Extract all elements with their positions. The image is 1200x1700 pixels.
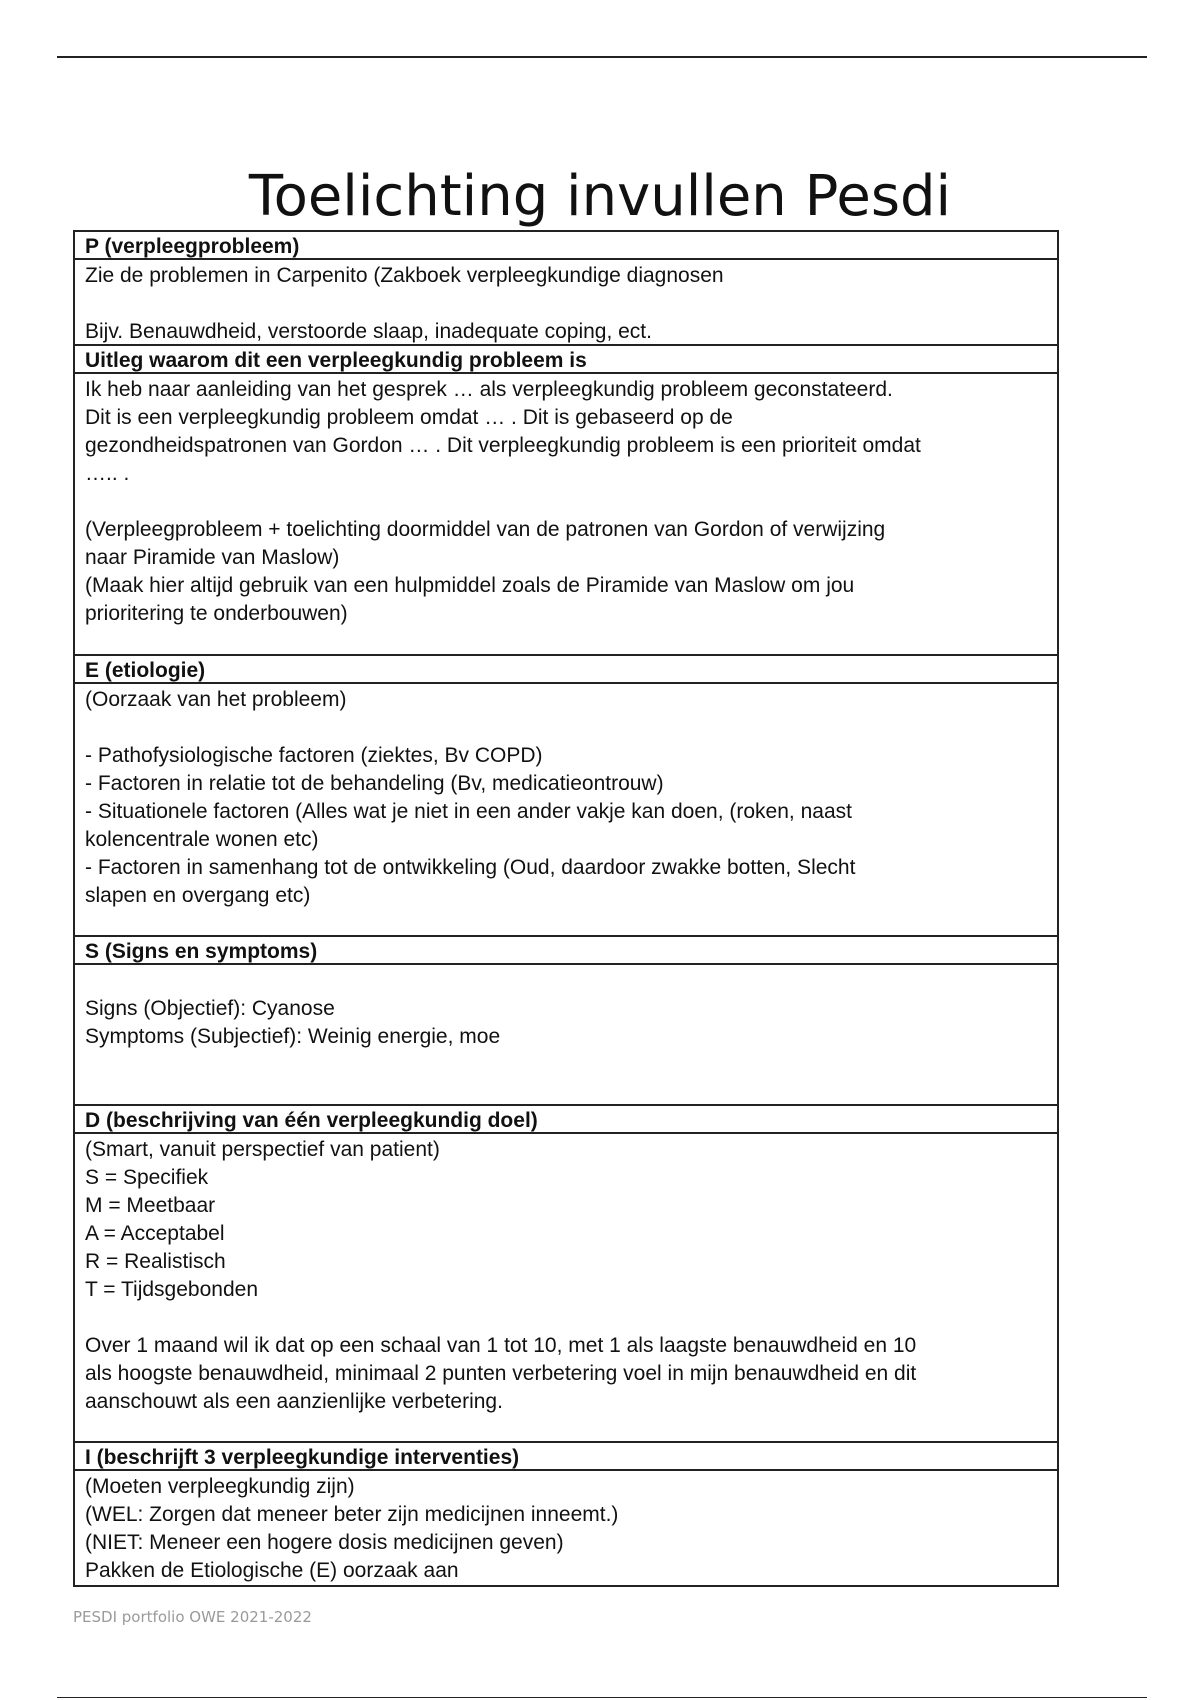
text-line: - Factoren in relatie tot de behandeling (Bv, medicatieontrouw)	[85, 772, 664, 795]
top-rule	[57, 56, 1147, 58]
bottom-rule	[57, 1697, 1147, 1698]
text-line: Pakken de Etiologische (E) oorzaak aan	[85, 1559, 459, 1582]
section-i-body	[75, 1471, 1057, 1585]
section-i-header: I (beschrijft 3 verpleegkundige interventies)	[75, 1443, 1057, 1471]
section-uitleg-body	[75, 374, 1057, 656]
text-line: Zie de problemen in Carpenito (Zakboek verpleegkundige diagnosen	[85, 264, 724, 287]
text-line: naar Piramide van Maslow)	[85, 546, 340, 569]
text-line: Bijv. Benauwdheid, verstoorde slaap, inadequate coping, ect.	[85, 320, 652, 343]
text-line: kolencentrale wonen etc)	[85, 828, 319, 851]
section-s-body	[75, 965, 1057, 1106]
text-line: (WEL: Zorgen dat meneer beter zijn medicijnen inneemt.)	[85, 1503, 619, 1526]
text-line: M = Meetbaar	[85, 1194, 216, 1217]
section-p-body	[75, 260, 1057, 346]
text-line: - Situationele factoren (Alles wat je niet in een ander vakje kan doen, (roken, naast	[85, 800, 852, 823]
text-line: prioritering te onderbouwen)	[85, 602, 348, 625]
section-uitleg-header: Uitleg waarom dit een verpleegkundig probleem is	[75, 346, 1057, 374]
text-line: Ik heb naar aanleiding van het gesprek … als verpleegkundig probleem geconstateerd.	[85, 378, 893, 401]
text-line: - Pathofysiologische factoren (ziektes, Bv COPD)	[85, 744, 543, 767]
text-line: Dit is een verpleegkundig probleem omdat … . Dit is gebaseerd op de	[85, 406, 733, 429]
text-line: (Moeten verpleegkundig zijn)	[85, 1475, 355, 1498]
pesdi-table	[73, 230, 1059, 1587]
text-line: aanschouwt als een aanzienlijke verbetering.	[85, 1390, 503, 1413]
text-line: S = Specifiek	[85, 1166, 209, 1189]
text-line: als hoogste benauwdheid, minimaal 2 punten verbetering voel in mijn benauwdheid en dit	[85, 1362, 917, 1385]
section-p-header: P (verpleegprobleem)	[75, 232, 1057, 260]
text-line: gezondheidspatronen van Gordon … . Dit verpleegkundig probleem is een prioriteit omdat	[85, 434, 921, 457]
section-s-header: S (Signs en symptoms)	[75, 937, 1057, 965]
text-line: ….. .	[85, 462, 130, 485]
text-line: Over 1 maand wil ik dat op een schaal van 1 tot 10, met 1 als laagste benauwdheid en 10	[85, 1334, 917, 1357]
text-line: Signs (Objectief): Cyanose	[85, 997, 335, 1020]
text-line: (Maak hier altijd gebruik van een hulpmiddel zoals de Piramide van Maslow om jou	[85, 574, 855, 597]
text-line: slapen en overgang etc)	[85, 884, 311, 907]
text-line: (Verpleegprobleem + toelichting doormiddel van de patronen van Gordon of verwijzing	[85, 518, 886, 541]
text-line: A = Acceptabel	[85, 1222, 225, 1245]
text-line: Symptoms (Subjectief): Weinig energie, moe	[85, 1025, 501, 1048]
text-line: (NIET: Meneer een hogere dosis medicijnen geven)	[85, 1531, 564, 1554]
text-line: - Factoren in samenhang tot de ontwikkeling (Oud, daardoor zwakke botten, Slecht	[85, 856, 856, 879]
section-d-header: D (beschrijving van één verpleegkundig doel)	[75, 1106, 1057, 1134]
text-line: (Smart, vanuit perspectief van patient)	[85, 1138, 440, 1161]
section-e-header: E (etiologie)	[75, 656, 1057, 684]
section-d-body	[75, 1134, 1057, 1443]
text-line: (Oorzaak van het probleem)	[85, 688, 347, 711]
page-footer: PESDI portfolio OWE 2021-2022	[73, 1608, 312, 1626]
page-title: Toelichting invullen Pesdi	[248, 164, 952, 229]
text-line: R = Realistisch	[85, 1250, 226, 1273]
section-e-body	[75, 684, 1057, 937]
text-line: T = Tijdsgebonden	[85, 1278, 258, 1301]
